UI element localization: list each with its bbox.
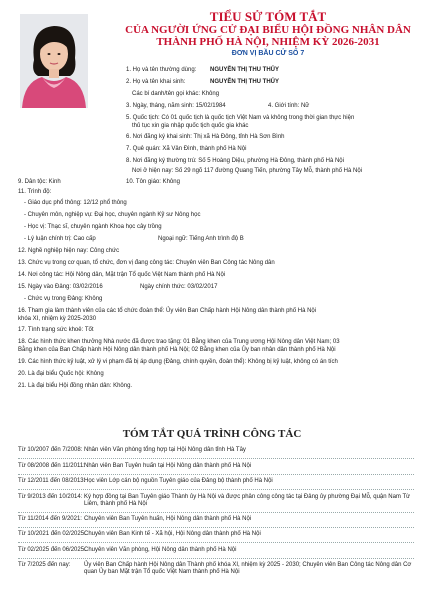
bio-occupation: 12. Nghề nghiệp hiện nay: Công chức	[18, 248, 120, 254]
career-text: Chuyên viên Ban Kinh tế - Xã hội, Hội Nông dân thành phố Hà Nội	[84, 531, 261, 537]
bio-discipline: 19. Các hình thức kỷ luật, xử lý vi phạm đã bị áp dụng (Đảng, chính quyền, đoàn thể): Không bị kỷ luật, không có án tích	[18, 359, 338, 365]
bio-awards-cont: Bằng khen của Ban Chấp hành Hội Nông dân thành phố Hà Nội; 02 Bằng khen của Ủy ban nhân dân thành phố Hà Nội	[18, 347, 336, 353]
bio-nationality-cont: thủ tục xin gia nhập quốc tịch quốc gia khác	[132, 123, 249, 129]
bio-birth-name-label: 2. Họ và tên khai sinh:	[126, 79, 186, 85]
row-divider	[18, 558, 414, 559]
row-divider	[18, 489, 414, 490]
bio-ethnicity: 9. Dân tộc: Kinh	[18, 179, 61, 185]
bio-workplace: 14. Nơi công tác: Hội Nông dân, Mặt trận Tổ quốc Việt Nam thành phố Hà Nội	[18, 272, 226, 278]
career-date: Từ 11/2014 đến 9/2021:	[18, 516, 82, 522]
bio-birth-name-value: NGUYỄN THỊ THU THỦY	[210, 79, 279, 85]
bio-national-assembly: 20. Là đại biểu Quốc hội: Không	[18, 371, 104, 377]
career-text: Nhân viên Văn phòng tổng hợp tại Hội Nông dân tỉnh Hà Tây	[84, 447, 246, 453]
candidate-photo	[20, 14, 88, 108]
bio-party-position: - Chức vụ trong Đảng: Không	[24, 296, 103, 302]
bio-birth-name	[126, 79, 279, 86]
career-text: Chuyên viên Văn phòng, Hội Nông dân thành phố Hà Nội	[84, 547, 237, 553]
row-divider	[18, 458, 414, 459]
row-divider	[18, 527, 414, 528]
career-text: Nhân viên Ban Tuyên huấn tại Hội Nông dân thành phố Hà Nội	[84, 463, 252, 469]
bio-party-join-date: 15. Ngày vào Đảng: 03/02/2016	[18, 284, 103, 290]
bio-political-theory: - Lý luận chính trị: Cao cấp	[24, 236, 96, 242]
career-date: Từ 02/2025 đến 06/2025:	[18, 547, 86, 553]
bio-gender: 4. Giới tính: Nữ	[268, 103, 310, 109]
bio-religion: 10. Tôn giáo: Không	[126, 179, 180, 185]
bio-birth-registration: 6. Nơi đăng ký khai sinh: Thị xã Hà Đông, tỉnh Hà Sơn Bình	[126, 134, 285, 140]
career-text: Ký hợp đồng tại Ban Tuyên giáo Thành ủy Hà Nội và được phân công công tác tại Đảng ủy phường Đại Mỗ, quận Nam Từ Liêm, thành phố Hà Nội	[84, 494, 411, 507]
bio-degree: - Học vị: Thạc sĩ, chuyên ngành Khoa học cây trồng	[24, 224, 162, 230]
career-date: Từ 12/2011 đến 08/2013:	[18, 478, 86, 484]
career-text: Chuyên viên Ban Tuyên huấn, Hội Nông dân thành phố Hà Nội	[84, 516, 252, 522]
career-text: Học viên Lớp cán bộ nguồn Tuyên giáo của Đảng bộ thành phố Hà Nội	[84, 478, 273, 484]
bio-position: 13. Chức vụ trong cơ quan, tổ chức, đơn vị đang công tác: Chuyên viên Ban Công tác Nông dân	[18, 260, 275, 266]
bio-aliases: Các bí danh/tên gọi khác: Không	[132, 91, 220, 97]
bio-birth-date: 3. Ngày, tháng, năm sinh: 15/02/1984	[126, 103, 226, 109]
career-text: Ủy viên Ban Chấp hành Hội Nông dân Thành phố khóa XI, nhiệm kỳ 2025 - 2030; Chuyên viên Ban Công tác Nông dân Cơ quan Ủy ban Mặt trận Tổ quốc Việt Nam thành phố Hà Nội	[84, 562, 412, 575]
bio-peoples-council: 21. Là đại biểu Hội đồng nhân dân: Không.	[18, 383, 133, 389]
bio-party-official-date: Ngày chính thức: 03/02/2017	[140, 284, 218, 290]
bio-organizations: 16. Tham gia làm thành viên của các tổ chức đoàn thể: Ủy viên Ban Chấp hành Hội Nông dân thành phố Hà Nội	[18, 308, 317, 314]
bio-health: 17. Tình trạng sức khoẻ: Tốt	[18, 327, 94, 333]
bio-nationality: 5. Quốc tịch: Có 01 quốc tịch là quốc tịch Việt Nam và không trong thời gian thực hiện	[126, 115, 355, 121]
career-date: Từ 7/2025 đến nay:	[18, 562, 71, 568]
row-divider	[18, 512, 414, 513]
document-term: THÀNH PHỐ HÀ NỘI, NHIỆM KỲ 2026-2031	[156, 36, 380, 48]
bio-hometown: 7. Quê quán: Xã Vân Đình, thành phố Hà Nội	[126, 146, 247, 152]
electoral-unit: ĐƠN VỊ BẦU CỬ SỐ 7	[231, 50, 305, 57]
bio-organizations-cont: khóa XI, nhiệm kỳ 2025-2030	[18, 316, 97, 322]
row-divider	[18, 542, 414, 543]
bio-common-name-label: 1. Họ và tên thường dùng:	[126, 67, 197, 73]
bio-general-education: - Giáo dục phổ thông: 12/12 phổ thông	[24, 200, 127, 206]
row-divider	[18, 474, 414, 475]
bio-awards: 18. Các hình thức khen thưởng Nhà nước đã được trao tặng: 01 Bằng khen của Trung ương Hội Nông dân Việt Nam; 03	[18, 339, 340, 345]
career-date: Từ 08/2008 đến 11/2011:	[18, 463, 85, 469]
document-title: TIỂU SỬ TÓM TẮT	[209, 9, 327, 24]
bio-common-name-value: NGUYỄN THỊ THU THỦY	[210, 67, 279, 73]
career-date: Từ 9/2013 đến 10/2014:	[18, 494, 83, 500]
bio-foreign-language: Ngoại ngữ: Tiếng Anh trình độ B	[158, 236, 244, 242]
bio-current-residence: Nơi ở hiện nay: Số 29 ngõ 117 đường Quang Tiến, phường Tây Mỗ, thành phố Hà Nội	[132, 168, 363, 174]
career-date: Từ 10/2021 đến 02/2025:	[18, 531, 86, 537]
bio-common-name	[126, 67, 279, 74]
bio-education: 11. Trình độ:	[18, 189, 52, 195]
bio-permanent-residence: 8. Nơi đăng ký thường trú: Số 5 Hoàng Diệu, phường Hà Đông, thành phố Hà Nội	[126, 158, 344, 164]
career-section-title: TÓM TẮT QUÁ TRÌNH CÔNG TÁC	[122, 428, 302, 440]
document-subtitle: CỦA NGƯỜI ỨNG CỬ ĐẠI BIỂU HỘI ĐỒNG NHÂN DÂN	[125, 24, 411, 36]
bio-specialization: - Chuyên môn, nghiệp vụ: Đại học, chuyên ngành Kỹ sư Nông học	[24, 212, 201, 218]
career-date: Từ 10/2007 đến 7/2008:	[18, 447, 83, 453]
